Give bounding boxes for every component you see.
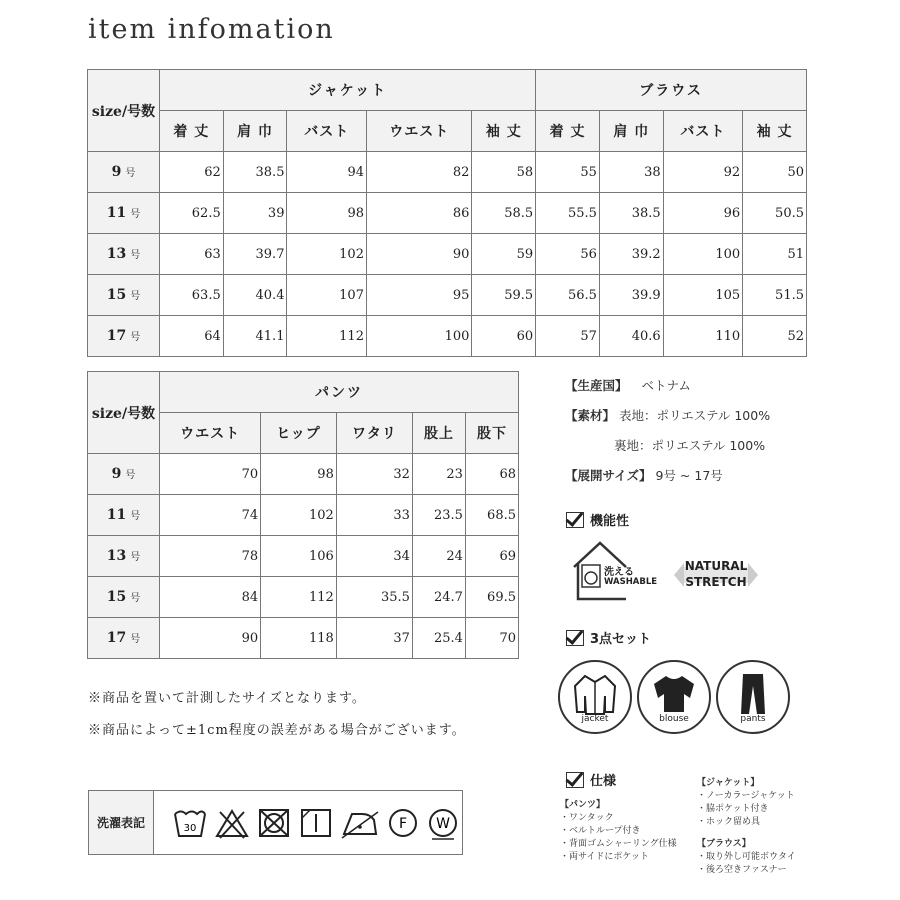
wash-temp: 30 (183, 822, 197, 834)
dry-clean-letter: F (398, 815, 408, 832)
column-header: ウエスト (160, 413, 261, 454)
table-cell: 86 (366, 193, 471, 234)
jacket-label: jacket (581, 714, 609, 724)
size-suffix: 号 (125, 168, 136, 179)
page-title: item infomation (88, 14, 335, 45)
pants-header: パンツ (160, 372, 519, 413)
pants-circle (716, 660, 790, 734)
table-cell: 56 (536, 234, 600, 275)
table-cell: 69.5 (465, 577, 518, 618)
material-outer: 表地：ポリエステル 100% (619, 408, 771, 423)
blouse-spec (697, 838, 796, 877)
table-cell: 33 (336, 495, 412, 536)
function-title: 機能性 (590, 514, 630, 529)
size-suffix: 号 (130, 332, 141, 343)
table-cell: 90 (366, 234, 471, 275)
checkbox-icon (566, 630, 584, 646)
no-bleach-icon (214, 806, 250, 840)
table-cell: 51 (743, 234, 807, 275)
pants-spec-item: ・ワンタック (560, 813, 614, 823)
origin-label: 【生産国】 (565, 378, 628, 393)
table-cell: 94 (287, 152, 367, 193)
table-cell: 84 (160, 577, 261, 618)
table-cell: 23.5 (412, 495, 465, 536)
blouse-spec-item: ・取り外し可能ボウタイ (697, 852, 796, 862)
table-cell: 56.5 (536, 275, 600, 316)
table-cell: 68 (465, 454, 518, 495)
row-size-label (88, 152, 160, 193)
origin-value: ベトナム (641, 378, 691, 393)
stretch-badge (674, 555, 758, 595)
row-size-label (88, 618, 160, 659)
pants-spec-item: ・ベルトループ付き (560, 826, 641, 836)
material-lining: 裏地：ポリエステル 100% (614, 438, 766, 453)
size-suffix: 号 (130, 209, 141, 220)
care-label-title: 洗濯表記 (89, 791, 154, 854)
size-number: 13 (106, 246, 127, 262)
material-line (565, 406, 770, 424)
table-cell: 59 (472, 234, 536, 275)
natural-label: NATURAL (684, 559, 748, 573)
sizes-value: 9号 ~ 17号 (655, 468, 723, 483)
table-cell: 32 (336, 454, 412, 495)
column-header: ワタリ (336, 413, 412, 454)
table-cell: 96 (663, 193, 743, 234)
table-cell: 90 (160, 618, 261, 659)
checkbox-icon (566, 512, 584, 528)
wet-clean-w-icon (426, 806, 460, 840)
column-header: 肩 巾 (223, 111, 287, 152)
blouse-spec-item: ・後ろ空きファスナー (697, 865, 787, 875)
size-number: 11 (106, 205, 127, 221)
table-cell: 95 (366, 275, 471, 316)
table-cell: 107 (287, 275, 367, 316)
table-cell: 63 (160, 234, 224, 275)
set-section-title (566, 628, 651, 647)
table-cell: 112 (287, 316, 367, 357)
table-cell: 24.7 (412, 577, 465, 618)
blouse-spec-header: 【ブラウス】 (697, 839, 751, 849)
table-cell: 40.4 (223, 275, 287, 316)
column-header: ヒップ (261, 413, 337, 454)
size-number: 17 (106, 630, 127, 646)
table-cell: 39.9 (599, 275, 663, 316)
table-cell: 112 (261, 577, 337, 618)
column-header: バスト (663, 111, 743, 152)
size-suffix: 号 (130, 291, 141, 302)
column-header: 着 丈 (160, 111, 224, 152)
table-row (88, 234, 807, 275)
table-cell: 70 (160, 454, 261, 495)
table-cell: 68.5 (465, 495, 518, 536)
pants-icon (729, 672, 777, 716)
table-cell: 55.5 (536, 193, 600, 234)
size-suffix: 号 (130, 250, 141, 261)
table-cell: 118 (261, 618, 337, 659)
washable-jp: 洗える (604, 567, 634, 578)
pants-spec-item: ・両サイドにポケット (560, 852, 649, 862)
size-number: 17 (106, 328, 127, 344)
care-label-box (88, 790, 463, 855)
table-cell: 57 (536, 316, 600, 357)
size-suffix: 号 (130, 593, 141, 604)
table-cell: 98 (287, 193, 367, 234)
table-cell: 60 (472, 316, 536, 357)
wash-30-icon (172, 806, 208, 840)
column-header: 袖 丈 (472, 111, 536, 152)
jacket-header: ジャケット (160, 70, 536, 111)
sizes-line (565, 466, 723, 484)
table-cell: 100 (663, 234, 743, 275)
table-row (88, 275, 807, 316)
row-size-label (88, 495, 160, 536)
table-cell: 58.5 (472, 193, 536, 234)
row-size-label (88, 275, 160, 316)
table-cell: 102 (261, 495, 337, 536)
pants-size-table (87, 371, 519, 659)
size-suffix: 号 (130, 634, 141, 645)
line-dry-icon (298, 806, 334, 840)
jacket-spec-item: ・ノーカラージャケット (697, 791, 795, 801)
table-cell: 64 (160, 316, 224, 357)
table-row (88, 193, 807, 234)
function-section-title (566, 510, 629, 529)
column-header: 袖 丈 (743, 111, 807, 152)
row-size-label (88, 234, 160, 275)
note-tolerance: ※商品によって±1cm程度の誤差がある場合がございます。 (88, 723, 466, 738)
no-tumble-dry-icon (256, 806, 292, 840)
iron-low-icon (340, 806, 380, 840)
table-row (88, 618, 519, 659)
blouse-circle (637, 660, 711, 734)
table-cell: 105 (663, 275, 743, 316)
column-header: 肩 巾 (599, 111, 663, 152)
column-header: バスト (287, 111, 367, 152)
table-cell: 63.5 (160, 275, 224, 316)
wet-clean-letter: W (436, 815, 450, 832)
table-cell: 50 (743, 152, 807, 193)
table-cell: 74 (160, 495, 261, 536)
table-row (88, 316, 807, 357)
pants-spec (560, 799, 677, 864)
table-row (88, 577, 519, 618)
jacket-spec (697, 777, 795, 829)
blouse-label: blouse (659, 714, 689, 724)
table-cell: 38.5 (599, 193, 663, 234)
spec-title: 仕様 (590, 774, 617, 789)
table-cell: 55 (536, 152, 600, 193)
jacket-spec-item: ・脇ポケット付き (697, 804, 769, 814)
checkbox-icon (566, 772, 584, 788)
jacket-spec-item: ・ホック留め具 (697, 817, 761, 827)
table-cell: 78 (160, 536, 261, 577)
size-number: 11 (106, 507, 127, 523)
table-cell: 38 (599, 152, 663, 193)
washable-badge (568, 537, 660, 603)
washable-en: WASHABLE (604, 577, 658, 587)
table-cell: 39 (223, 193, 287, 234)
size-number: 15 (106, 287, 127, 303)
size-number: 9 (111, 164, 122, 180)
sizes-label: 【展開サイズ】 (565, 468, 652, 483)
column-header: ウエスト (366, 111, 471, 152)
table-cell: 110 (663, 316, 743, 357)
table-row (88, 495, 519, 536)
table-cell: 100 (366, 316, 471, 357)
table-cell: 58 (472, 152, 536, 193)
table-cell: 62 (160, 152, 224, 193)
care-icons (154, 791, 462, 854)
jacket-blouse-size-table (87, 69, 807, 357)
table-cell: 40.6 (599, 316, 663, 357)
stretch-label: STRETCH (685, 575, 747, 589)
column-header: 股下 (465, 413, 518, 454)
table-cell: 38.5 (223, 152, 287, 193)
pants-spec-item: ・背面ゴムシャーリング仕様 (560, 839, 677, 849)
table-cell: 50.5 (743, 193, 807, 234)
spec-section-title (566, 770, 616, 789)
column-header: 着 丈 (536, 111, 600, 152)
jacket-icon (571, 672, 619, 716)
note-measurement: ※商品を置いて計測したサイズとなります。 (88, 691, 366, 706)
table-cell: 23 (412, 454, 465, 495)
table-cell: 39.2 (599, 234, 663, 275)
table-cell: 41.1 (223, 316, 287, 357)
table-cell: 52 (743, 316, 807, 357)
size-number: 9 (111, 466, 122, 482)
table-cell: 51.5 (743, 275, 807, 316)
origin-line (565, 376, 691, 394)
size-number: 13 (106, 548, 127, 564)
table-row (88, 536, 519, 577)
table-cell: 37 (336, 618, 412, 659)
row-size-label (88, 536, 160, 577)
size-number: 15 (106, 589, 127, 605)
table-cell: 70 (465, 618, 518, 659)
size-suffix: 号 (130, 552, 141, 563)
blouse-icon (650, 672, 698, 716)
pants-spec-header: 【パンツ】 (560, 800, 606, 810)
table-cell: 92 (663, 152, 743, 193)
table-row (88, 152, 807, 193)
table-cell: 69 (465, 536, 518, 577)
table-cell: 82 (366, 152, 471, 193)
row-size-label (88, 316, 160, 357)
table-cell: 102 (287, 234, 367, 275)
row-size-label (88, 193, 160, 234)
set-title: 3点セット (590, 632, 652, 647)
row-size-label (88, 577, 160, 618)
table-cell: 39.7 (223, 234, 287, 275)
table-cell: 62.5 (160, 193, 224, 234)
dry-clean-f-icon (386, 806, 420, 840)
blouse-header: ブラウス (536, 70, 807, 111)
pants-label: pants (740, 714, 766, 724)
size-suffix: 号 (130, 511, 141, 522)
size-suffix: 号 (125, 470, 136, 481)
size-header: size/号数 (88, 70, 160, 152)
table-cell: 34 (336, 536, 412, 577)
column-header: 股上 (412, 413, 465, 454)
row-size-label (88, 454, 160, 495)
table-cell: 35.5 (336, 577, 412, 618)
table-cell: 24 (412, 536, 465, 577)
table-cell: 106 (261, 536, 337, 577)
table-row (88, 454, 519, 495)
jacket-circle (558, 660, 632, 734)
table-cell: 25.4 (412, 618, 465, 659)
table-cell: 98 (261, 454, 337, 495)
jacket-spec-header: 【ジャケット】 (697, 778, 760, 788)
material-label: 【素材】 (565, 408, 616, 423)
table-cell: 59.5 (472, 275, 536, 316)
size-header: size/号数 (88, 372, 160, 454)
